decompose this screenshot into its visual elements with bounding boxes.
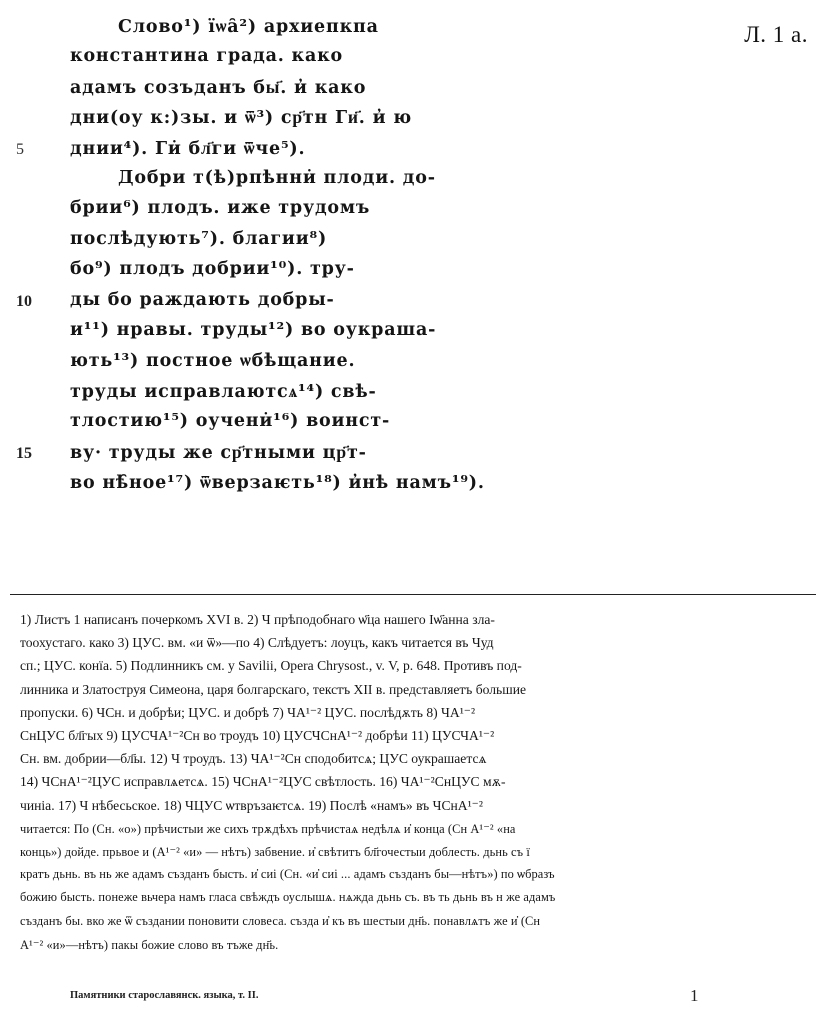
footnote-line: създанъ бы. вко же ѿ създании поновити словеса. създа и̓ къ въ шестыи дн҃ь. понавлѧтъ же и̓ (Сн [20, 913, 541, 928]
text-line: дни(оу к:)зы. и ѿ³) ср҃тн Ги҃. и̓ ю [70, 108, 413, 129]
series-title: Памятники старославянск. языка, т. II. [70, 990, 259, 1001]
line-number: 5 [16, 140, 24, 158]
text-line: Добри т(ѣ)рпѣнни̇ плоди. до- [118, 168, 436, 188]
text-line: послѣдують⁷). благии⁸) [70, 228, 328, 249]
footnote-line: читается: По (Сн. «о») прѣчистыи же сихъ трѫдѣхъ прѣчистаѧ недѣлѧ и̓ конца (Сн А¹⁻² «на [20, 821, 516, 836]
text-line: и¹¹) нравы. труды¹²) во оукраша- [70, 320, 437, 340]
footnote-line: конць») дойде. прьвое и (А¹⁻² «и» — нѣтъ) забвение. и̓ свѣтитъ бл҃гочестыи доблесть. дьнь съ ї [20, 845, 530, 859]
footnote-line: линника и Златоструя Симеона, царя болгарскаго, текстъ XII в. представляетъ большие [20, 681, 527, 697]
text-line: тлостию¹⁵) оучени̇¹⁶) воинст- [70, 411, 391, 432]
footnote-line: А¹⁻² «и»—нѣтъ) пакы божие слово въ тъже дн҃ь. [20, 937, 279, 952]
footnote-line: 1) Листъ 1 написанъ почеркомъ XVI в. 2) Ч прѣподобнаго ѡ҃ца нашего Іѡ҃анна зла- [20, 612, 495, 627]
footnote-divider [10, 594, 816, 595]
footnote-line: сп.; ЦУС. конїа. 5) Подлинникъ см. у Savilii, Opera Chrysost., v. V, p. 648. Противъ под- [20, 658, 522, 674]
footnote-line: пропуски. 6) ЧСн. и добрѣи; ЦУС. и добрѣ 7) ЧА¹⁻² ЦУС. послѣдѫть 8) ЧА¹⁻² [20, 704, 476, 720]
text-line: ють¹³) постное ѡбѣщание. [70, 351, 356, 372]
footnote-line: тоохустаго. како 3) ЦУС. вм. «и ѿ»—по 4) Слѣдуетъ: лоуцъ, какъ читается въ Чуд [20, 635, 494, 651]
text-line: во нѣ̑ное¹⁷) ѿверзаѥть¹⁸) и̓нѣ намъ¹⁹). [70, 473, 485, 493]
footnote-line: СнЦУС бл҃гых 9) ЦУСЧА¹⁻²Сн во троудъ 10) ЦУСЧСнА¹⁻² добрѣи 11) ЦУСЧА¹⁻² [20, 728, 495, 743]
text-line: ву· труды же ср҃тными цр҃т- [70, 442, 367, 463]
text-line: бо⁹) плодъ добрии¹⁰). тру- [70, 259, 355, 280]
footnote-line: кратъ дьнь. въ нь же адамъ създанъ бысть. и̓ сиі (Сн. «и̓ сиі ... адамъ създанъ бы—нѣтъ») по ѡбразъ [20, 867, 555, 882]
text-line: ды бо раждають добры- [70, 289, 335, 310]
folio-marker: Л. 1 а. [744, 22, 808, 47]
footnote-line: чиніа. 17) Ч нѣбесьское. 18) ЧЦУС ѡтвръзаѥтсѧ. 19) Послѣ «намъ» въ ЧСнА¹⁻² [20, 797, 483, 813]
line-number: 15 [16, 444, 32, 462]
text-line: брии⁶) плодъ. ижe трудомъ [70, 198, 371, 219]
footnote-line: Сн. вм. добрии—бл҃ы. 12) Ч троудъ. 13) ЧА¹⁻²Сн сподобитсѧ; ЦУС оукрашаетсѧ [20, 751, 487, 767]
text-line: Слово¹) їѡа̑²) архиепкпа [118, 17, 379, 37]
footnote-line: божию бысть. понеже вьчера намъ гласа свѣждъ оуслышѧ. нѧжда дьнь съ. въ ть дьнь въ н же адамъ [20, 890, 556, 905]
footnote-line: 14) ЧСнА¹⁻²ЦУС исправлѧетсѧ. 15) ЧСнА¹⁻²ЦУС свѣтлость. 16) ЧА¹⁻²СнЦУС мѫ- [20, 774, 506, 790]
text-line: днии⁴). Ги̇ бл҃ги ѿче⁵). [70, 138, 306, 159]
text-line: константина града. како [70, 46, 344, 67]
text-line: труды исправлаютсѧ¹⁴) свѣ- [70, 381, 377, 402]
text-line: адамъ созъданъ бы҃. и̓ како [70, 77, 367, 98]
page-number: 1 [690, 986, 699, 1005]
line-number: 10 [16, 292, 32, 310]
